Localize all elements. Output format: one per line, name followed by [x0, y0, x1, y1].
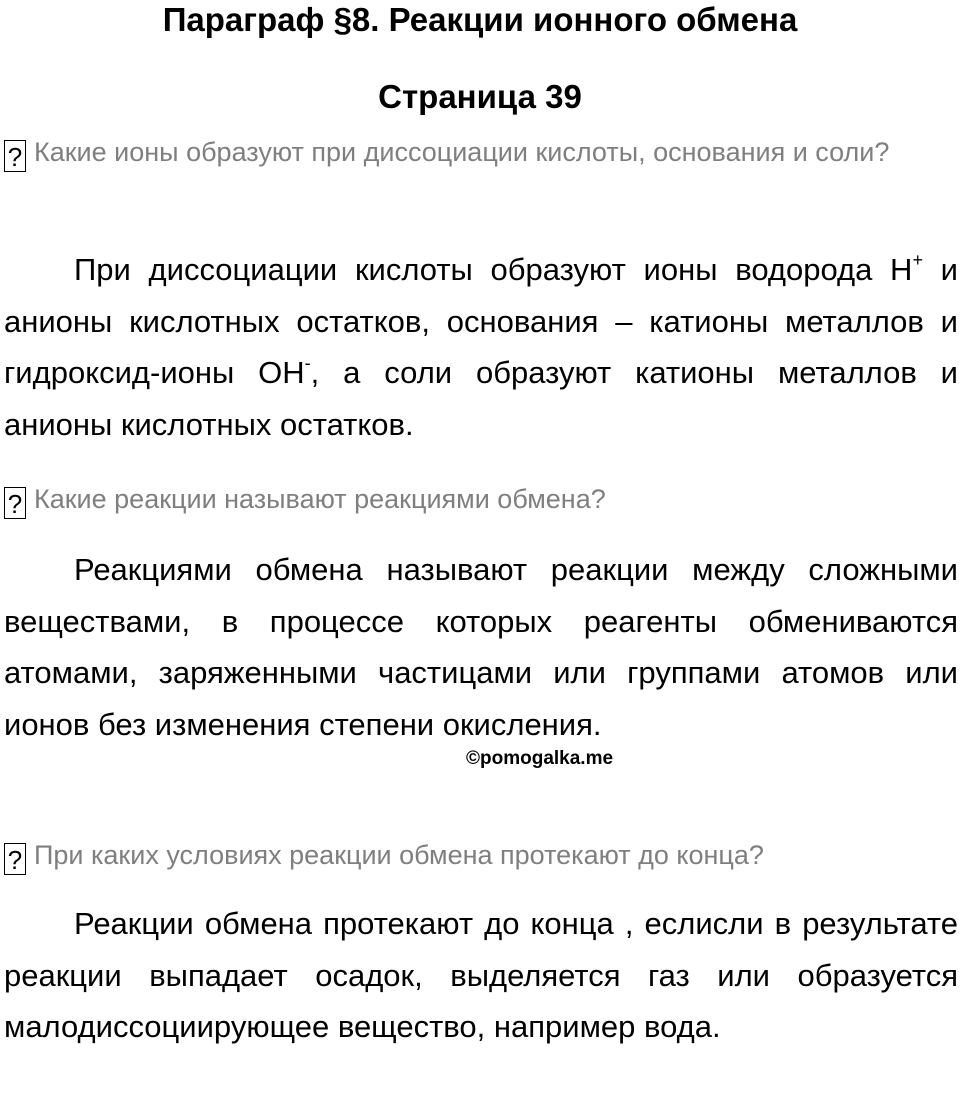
question-mark-icon: ?	[4, 843, 26, 875]
page-number-title: Страница 39	[378, 78, 582, 115]
answer-3: Реакции обмена протекают до конца , еслисли в результате реакции выпадает осадок, выделяется газ или образуется малодиссоциирующее вещество, например вода.	[4, 906, 958, 1044]
question-3	[4, 833, 954, 878]
answer-1-part2: и анионы кислотных остатков, основания – катионы металлов и гидроксид-ионы OH	[4, 252, 959, 390]
question-2-text: Какие реакции называют реакциями обмена?	[34, 484, 606, 514]
answer-1-part1: При диссоциации кислоты образуют ионы водорода H	[74, 252, 913, 287]
question-mark-icon: ?	[4, 140, 26, 172]
watermark: ©pomogalka.me	[466, 748, 614, 769]
question-1-text: Какие ионы образуют при диссоциации кислоты, основания и соли?	[34, 137, 890, 167]
page-title: Параграф §8. Реакции ионного обмена	[162, 1, 798, 38]
question-3-text: При каких условиях реакции обмена протекают до конца?	[34, 840, 764, 870]
answer-2: Реакциями обмена называют реакции между сложными веществами, в процессе которых реагенты обмениваются атомами, заряженными частицами или группами атомов или ионов без изменения степени окисления.	[4, 552, 958, 742]
answer-1-part3: , а соли образуют катионы металлов и анионы кислотных остатков.	[4, 355, 958, 442]
hydroxide-charge: -	[304, 353, 311, 373]
hydrogen-charge: +	[912, 250, 923, 270]
answer-1	[4, 244, 958, 450]
question-1	[4, 130, 954, 175]
question-2	[4, 477, 954, 522]
question-mark-icon: ?	[4, 487, 26, 519]
